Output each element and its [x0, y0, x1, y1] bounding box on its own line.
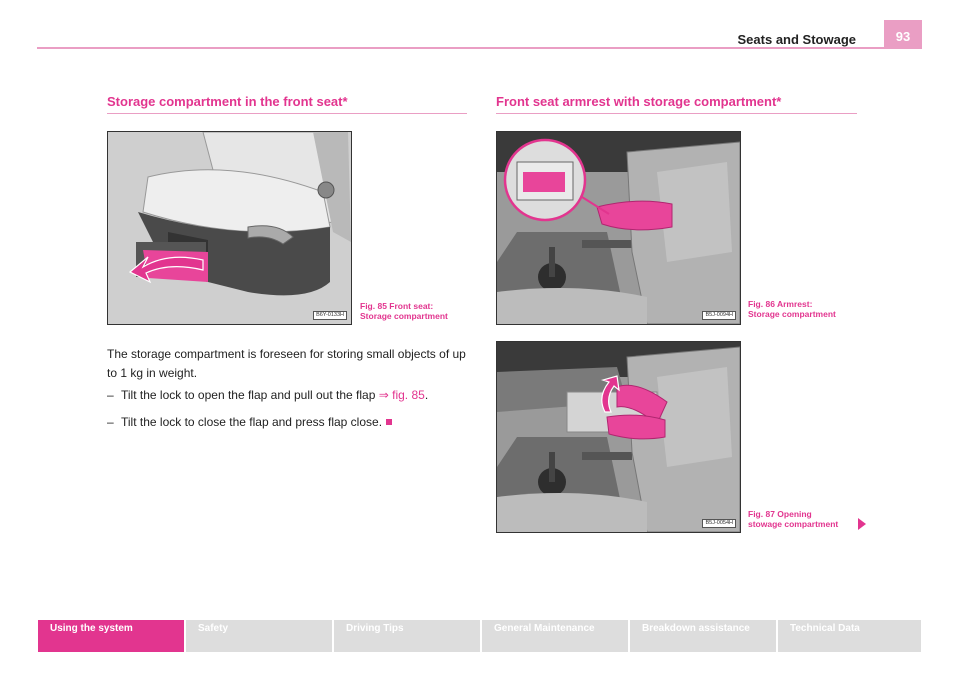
heading-rule — [107, 113, 467, 114]
instruction-step-open — [107, 387, 469, 403]
header-rule — [37, 47, 922, 49]
figure-caption-86 — [748, 299, 836, 319]
section-end-icon — [386, 419, 392, 425]
caption-line: Storage compartment — [748, 309, 836, 319]
chapter-title: Seats and Stowage — [737, 32, 856, 47]
step-dash: – — [107, 415, 114, 429]
figure-code: B5J-0054H — [702, 519, 736, 528]
step-text: Tilt the lock to close the flap and press flap close. — [121, 415, 383, 429]
figure-code: B5J-0094H — [702, 311, 736, 320]
caption-line: stowage compartment — [748, 519, 839, 529]
armrest-figure — [496, 131, 741, 325]
continue-arrow-icon — [858, 518, 866, 530]
step-end: . — [424, 388, 429, 402]
figure-caption-85 — [360, 301, 448, 321]
caption-line: Storage compartment — [360, 311, 448, 321]
figure-link-85[interactable]: ⇒ fig. 85 — [378, 388, 425, 402]
footer-nav — [38, 620, 921, 652]
tab-using-the-system[interactable]: Using the system — [38, 620, 184, 652]
figure-code: B6Y-0133H — [313, 311, 347, 320]
step-text: Tilt the lock to open the flap and pull out the flap — [121, 388, 376, 402]
instruction-step-close — [107, 414, 469, 430]
section-heading-front-seat-storage: Storage compartment in the front seat* — [107, 94, 348, 109]
opening-compartment-figure — [496, 341, 741, 533]
front-seat-figure — [107, 131, 352, 325]
caption-line: Fig. 85 Front seat: — [360, 301, 434, 311]
tab-technical-data[interactable]: Technical Data — [778, 620, 921, 652]
caption-line: Fig. 86 Armrest: — [748, 299, 813, 309]
step-dash: – — [107, 388, 114, 402]
tab-driving-tips[interactable]: Driving Tips — [334, 620, 480, 652]
section-heading-armrest: Front seat armrest with storage compartment* — [496, 94, 782, 109]
heading-rule — [496, 113, 857, 114]
page-number: 93 — [884, 20, 922, 48]
tab-safety[interactable]: Safety — [186, 620, 332, 652]
tab-general-maintenance[interactable]: General Maintenance — [482, 620, 628, 652]
figure-caption-87 — [748, 509, 838, 529]
tab-breakdown-assistance[interactable]: Breakdown assistance — [630, 620, 776, 652]
intro-paragraph: The storage compartment is foreseen for storing small objects of up to 1 kg in weight. — [107, 347, 466, 380]
caption-line: Fig. 87 Opening — [748, 509, 812, 519]
